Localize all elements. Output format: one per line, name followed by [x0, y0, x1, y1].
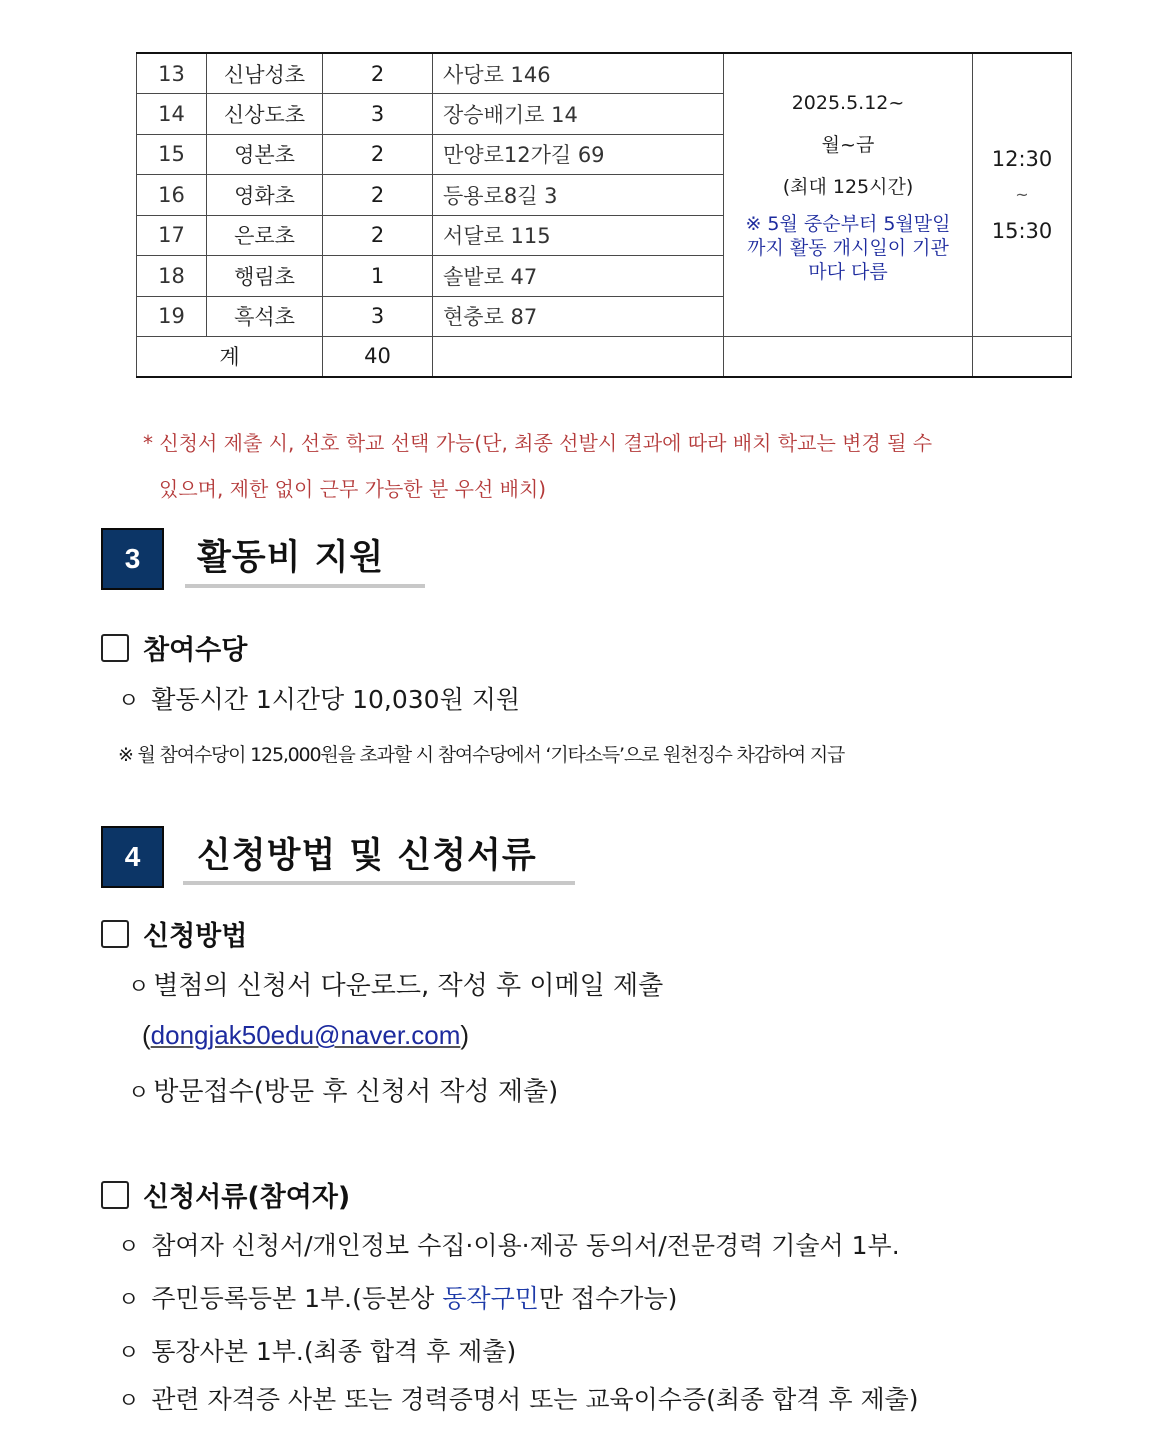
empty-cell [724, 337, 973, 377]
subsection-label: 참여수당 [143, 635, 248, 666]
school-name: 행림초 [207, 256, 323, 297]
period-note: ※ 5월 중순부터 5월말일까지 활동 개시일이 기관마다 다름 [745, 213, 951, 283]
row-number: 19 [137, 296, 207, 337]
email-link[interactable]: dongjak50edu@naver.com [150, 1020, 461, 1050]
school-address: 사당로 146 [433, 53, 724, 94]
section-underline [183, 881, 575, 885]
paren-close: ) [460, 1020, 470, 1050]
list-item [118, 1380, 919, 1416]
placement-note-line2: 있으며, 제한 없이 근무 가능한 분 우선 배치) [159, 477, 547, 501]
item-text: 참여자 신청서/개인정보 수집·이용·제공 동의서/전문경력 기술서 1부. [151, 1231, 900, 1260]
empty-cell [973, 337, 1072, 377]
item-text: 활동시간 1시간당 10,030원 지원 [151, 685, 520, 714]
bullet-circle-icon: ㅇ [118, 1288, 140, 1313]
item-text: 관련 자격증 사본 또는 경력증명서 또는 교육이수증(최종 합격 후 제출) [151, 1385, 919, 1414]
list-item [118, 1332, 516, 1368]
total-count: 40 [323, 337, 433, 377]
participant-count: 2 [323, 53, 433, 94]
school-name: 신남성초 [207, 53, 323, 94]
participant-count: 2 [323, 215, 433, 256]
school-name: 은로초 [207, 215, 323, 256]
school-address: 현충로 87 [433, 296, 724, 337]
empty-cell [433, 337, 724, 377]
bullet-circle-icon: ㅇ [118, 1235, 140, 1260]
subsection-application-documents [101, 1175, 350, 1214]
highlight-text: 동작구민 [442, 1284, 539, 1313]
participant-count: 2 [323, 175, 433, 216]
allowance-tax-note: ※ 월 참여수당이 125,000원을 초과할 시 참여수당에서 ‘기타소득’으로 원천징수 차감하여 지급 [118, 744, 845, 766]
item-text: 주민등록등본 1부.(등본상 [151, 1284, 443, 1313]
bullet-circle-icon: ㅇ [128, 1081, 150, 1106]
section-3-header [101, 528, 431, 590]
period-days: 월~금 [821, 134, 875, 156]
time-end: 15:30 [991, 219, 1053, 243]
school-address: 만양로12가길 69 [433, 134, 724, 175]
time-separator: ~ [1015, 185, 1029, 204]
section-title: 신청방법 및 신청서류 [197, 836, 537, 876]
school-address: 등용로8길 3 [433, 175, 724, 216]
table-row [137, 53, 1072, 94]
row-number: 18 [137, 256, 207, 297]
item-text: 방문접수(방문 후 신청서 작성 제출) [153, 1077, 559, 1107]
school-name: 영본초 [207, 134, 323, 175]
row-number: 13 [137, 53, 207, 94]
school-name: 신상도초 [207, 94, 323, 135]
time-start: 12:30 [991, 147, 1053, 171]
school-address: 서달로 115 [433, 215, 724, 256]
bullet-circle-icon: ㅇ [118, 1341, 140, 1366]
period-start: 2025.5.12~ [791, 92, 905, 114]
school-name: 영화초 [207, 175, 323, 216]
square-icon [101, 634, 129, 662]
list-item [128, 965, 663, 1002]
item-text: 만 접수가능) [538, 1284, 678, 1313]
paren-open: ( [142, 1020, 151, 1050]
list-item [118, 1279, 677, 1315]
square-icon [101, 920, 129, 948]
participant-count: 1 [323, 256, 433, 297]
row-number: 16 [137, 175, 207, 216]
item-text: 별첨의 신청서 다운로드, 작성 후 이메일 제출 [153, 971, 664, 1001]
row-number: 17 [137, 215, 207, 256]
list-item [128, 1071, 558, 1108]
school-table [136, 52, 1072, 378]
bullet-circle-icon: ㅇ [118, 689, 140, 714]
participant-count: 3 [323, 296, 433, 337]
subsection-participation-allowance [101, 628, 247, 667]
list-item [118, 1226, 900, 1262]
section-title: 활동비 지원 [197, 538, 385, 578]
row-number: 14 [137, 94, 207, 135]
section-4-header [101, 826, 581, 888]
section-number-badge: 3 [101, 528, 164, 590]
bullet-circle-icon: ㅇ [128, 975, 150, 1000]
subsection-label: 신청서류(참여자) [143, 1182, 351, 1213]
school-name: 흑석초 [207, 296, 323, 337]
subsection-application-method [101, 914, 247, 953]
placement-note [143, 420, 1073, 512]
table-total-row [137, 337, 1072, 377]
school-address: 장승배기로 14 [433, 94, 724, 135]
activity-time [973, 53, 1072, 337]
section-number-badge: 4 [101, 826, 164, 888]
participant-count: 2 [323, 134, 433, 175]
activity-period [724, 53, 973, 337]
email-line [142, 1020, 469, 1051]
item-text: 통장사본 1부.(최종 합격 후 제출) [151, 1337, 517, 1366]
square-icon [101, 1181, 129, 1209]
list-item [118, 680, 520, 716]
bullet-circle-icon: ㅇ [118, 1389, 140, 1414]
section-underline [185, 584, 425, 588]
period-max-hours: (최대 125시간) [782, 176, 914, 198]
total-label: 계 [137, 337, 323, 377]
placement-note-line1: * 신청서 제출 시, 선호 학교 선택 가능(단, 최종 선발시 결과에 따라 배치 학교는 변경 될 수 [143, 431, 933, 455]
school-address: 솔밭로 47 [433, 256, 724, 297]
participant-count: 3 [323, 94, 433, 135]
row-number: 15 [137, 134, 207, 175]
subsection-label: 신청방법 [143, 921, 248, 952]
